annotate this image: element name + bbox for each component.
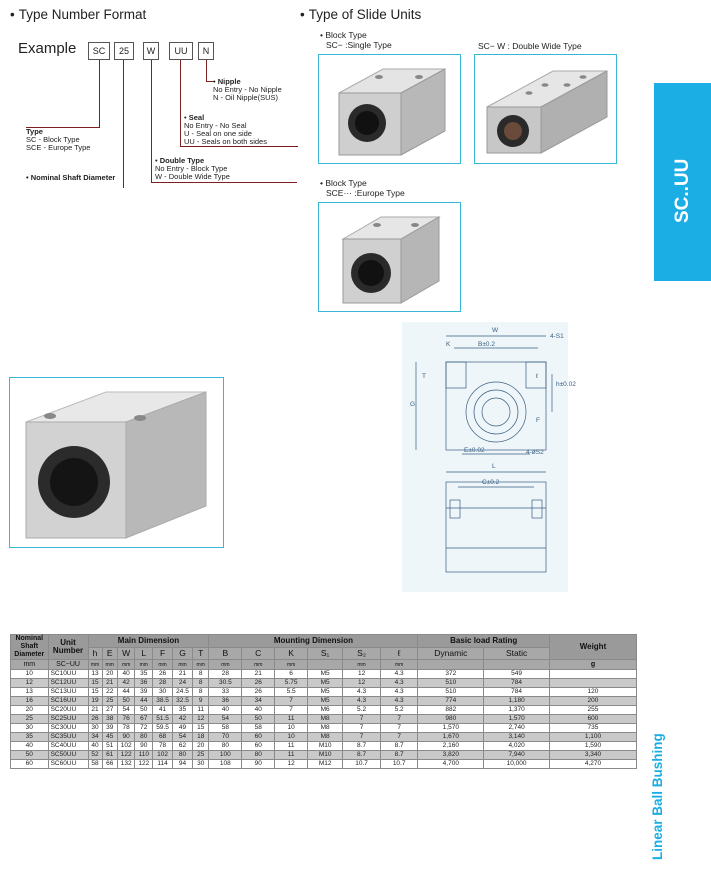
th-C: C xyxy=(242,647,275,660)
table-cell: 8.7 xyxy=(380,742,418,751)
table-cell: M6 xyxy=(308,706,343,715)
dim-S1: 4-S1 xyxy=(550,333,564,340)
unit-G: mm xyxy=(173,660,193,670)
table-cell: 1,100 xyxy=(549,733,636,742)
table-cell: M5 xyxy=(308,670,343,679)
table-cell: 13 xyxy=(11,688,49,697)
table-cell: 78 xyxy=(153,742,173,751)
table-cell: SC50UU xyxy=(48,751,88,760)
table-cell: 54 xyxy=(117,706,135,715)
table-cell: 30 xyxy=(11,724,49,733)
table-row xyxy=(11,688,637,697)
table-cell: 66 xyxy=(102,760,117,769)
table-cell: 5.2 xyxy=(343,706,381,715)
table-cell: 50 xyxy=(11,751,49,760)
table-cell: 20 xyxy=(102,670,117,679)
table-cell: 7 xyxy=(380,733,418,742)
double-type-legend: • Double Type No Entry - Block Type W - Double Wide Type xyxy=(155,156,230,181)
single-block-image xyxy=(318,54,461,164)
table-cell: 102 xyxy=(117,742,135,751)
table-cell: 1,590 xyxy=(549,742,636,751)
table-cell: 4.3 xyxy=(343,688,381,697)
table-cell: 34 xyxy=(88,733,102,742)
table-cell: SC40UU xyxy=(48,742,88,751)
table-cell: SC25UU xyxy=(48,715,88,724)
table-cell: 4.3 xyxy=(380,670,418,679)
table-cell: 372 xyxy=(418,670,484,679)
dim-l: ℓ xyxy=(536,373,539,380)
table-cell: 30 xyxy=(153,688,173,697)
type-number-heading: • Type Number Format xyxy=(10,7,147,22)
table-cell: 58 xyxy=(209,724,242,733)
europe-block-image xyxy=(318,202,461,312)
table-cell: 40 xyxy=(88,742,102,751)
unit-S1 xyxy=(308,660,343,670)
table-cell: 7 xyxy=(275,697,308,706)
table-cell: 12 xyxy=(343,670,381,679)
th-unit-number: Unit Number xyxy=(48,635,88,660)
table-cell: 549 xyxy=(484,670,550,679)
table-cell: 132 xyxy=(117,760,135,769)
table-cell: 8.7 xyxy=(380,751,418,760)
table-cell: 54 xyxy=(209,715,242,724)
table-cell: 11 xyxy=(192,706,208,715)
table-cell: 10 xyxy=(275,724,308,733)
table-cell: 68 xyxy=(153,733,173,742)
th-l: ℓ xyxy=(380,647,418,660)
table-cell: 40 xyxy=(117,670,135,679)
dim-G: G xyxy=(410,401,416,408)
table-cell: 80 xyxy=(242,751,275,760)
table-cell: 1,570 xyxy=(418,724,484,733)
table-cell: 38.5 xyxy=(153,697,173,706)
table-row xyxy=(11,715,637,724)
table-cell: 30.5 xyxy=(209,679,242,688)
table-cell: 15 xyxy=(88,679,102,688)
table-cell: 980 xyxy=(418,715,484,724)
table-cell: 21 xyxy=(242,670,275,679)
table-row xyxy=(11,706,637,715)
th-main-dimension: Main Dimension xyxy=(88,635,209,648)
table-cell: 25 xyxy=(192,751,208,760)
unit-L: mm xyxy=(135,660,153,670)
table-cell: 78 xyxy=(117,724,135,733)
slide-units-heading: • Type of Slide Units xyxy=(300,7,422,22)
table-cell: 21 xyxy=(173,670,193,679)
table-cell: 10 xyxy=(275,733,308,742)
th-weight: Weight xyxy=(549,635,636,660)
table-cell: SC20UU xyxy=(48,706,88,715)
code-box-wide: W xyxy=(143,42,159,60)
table-cell: 90 xyxy=(242,760,275,769)
table-cell: 12 xyxy=(275,760,308,769)
th-g: g xyxy=(549,660,636,670)
unit-E: mm xyxy=(102,660,117,670)
table-cell: 200 xyxy=(549,697,636,706)
double-connector-h xyxy=(151,182,297,183)
table-cell: 20 xyxy=(192,742,208,751)
table-cell: 26 xyxy=(242,688,275,697)
table-cell: 4.3 xyxy=(380,679,418,688)
table-cell: M10 xyxy=(308,751,343,760)
table-cell: 24 xyxy=(173,679,193,688)
table-row xyxy=(11,697,637,706)
table-cell: 49 xyxy=(173,724,193,733)
example-label: Example xyxy=(18,40,77,57)
table-cell: 102 xyxy=(153,751,173,760)
table-cell: 882 xyxy=(418,706,484,715)
dim-S2: 4-øS2 xyxy=(526,449,544,456)
table-cell: 67 xyxy=(135,715,153,724)
table-cell: 4.3 xyxy=(343,697,381,706)
table-cell: 3,340 xyxy=(549,751,636,760)
th-static: Static xyxy=(484,647,550,660)
table-cell: 62 xyxy=(173,742,193,751)
table-cell: 11 xyxy=(275,751,308,760)
unit-dynamic xyxy=(418,660,484,670)
dim-h: h±0.02 xyxy=(556,381,576,388)
th-K: K xyxy=(275,647,308,660)
table-cell: 35 xyxy=(173,706,193,715)
table-cell: SC10UU xyxy=(48,670,88,679)
table-cell: 12 xyxy=(11,679,49,688)
table-cell: 40 xyxy=(11,742,49,751)
th-B: B xyxy=(209,647,242,660)
table-cell: 58 xyxy=(88,760,102,769)
table-cell: 36 xyxy=(135,679,153,688)
table-cell: 5.75 xyxy=(275,679,308,688)
table-cell: 54 xyxy=(173,733,193,742)
block-type-2-label: • Block Type SCE··· :Europe Type xyxy=(320,178,405,198)
type-legend: Type SC - Block Type SCE - Europe Type xyxy=(26,127,91,152)
table-cell: 80 xyxy=(209,742,242,751)
side-tab-text: SC..UU xyxy=(672,158,693,223)
table-cell: 10,000 xyxy=(484,760,550,769)
th-nominal: Nominal Shaft Diameter xyxy=(11,635,49,660)
table-cell: 12 xyxy=(343,679,381,688)
table-cell: 21 xyxy=(102,679,117,688)
table-cell: 13 xyxy=(88,670,102,679)
table-cell: 122 xyxy=(117,751,135,760)
table-cell: 94 xyxy=(173,760,193,769)
code-box-nipple: N xyxy=(198,42,214,60)
table-cell: 58 xyxy=(242,724,275,733)
th-dynamic: Dynamic xyxy=(418,647,484,660)
table-cell: SC16UU xyxy=(48,697,88,706)
dim-C: C±0.2 xyxy=(482,479,500,486)
table-cell: 15 xyxy=(88,688,102,697)
table-cell: 20 xyxy=(11,706,49,715)
table-cell: 36 xyxy=(209,697,242,706)
table-cell: 122 xyxy=(135,760,153,769)
technical-drawing xyxy=(402,322,576,592)
unit-W: mm xyxy=(117,660,135,670)
table-cell: SC35UU xyxy=(48,733,88,742)
th-W: W xyxy=(117,647,135,660)
table-cell: 1,370 xyxy=(484,706,550,715)
table-cell: 35 xyxy=(135,670,153,679)
table-cell: 70 xyxy=(209,733,242,742)
table-cell: 255 xyxy=(549,706,636,715)
table-cell: 510 xyxy=(418,679,484,688)
table-cell: 41 xyxy=(153,706,173,715)
table-cell: 10 xyxy=(11,670,49,679)
table-cell: 44 xyxy=(117,688,135,697)
table-row xyxy=(11,751,637,760)
th-G: G xyxy=(173,647,193,660)
table-cell: 4,270 xyxy=(549,760,636,769)
table-cell: 11 xyxy=(275,715,308,724)
table-cell: 38 xyxy=(102,715,117,724)
th-S1: S₁ xyxy=(308,647,343,660)
table-cell: M5 xyxy=(308,688,343,697)
th-L: L xyxy=(135,647,153,660)
table-cell: 7 xyxy=(380,715,418,724)
table-cell xyxy=(549,670,636,679)
table-row xyxy=(11,742,637,751)
table-cell: 39 xyxy=(135,688,153,697)
table-cell: SC12UU xyxy=(48,679,88,688)
table-cell: 18 xyxy=(192,733,208,742)
dim-L: L xyxy=(492,463,496,470)
table-cell: 11 xyxy=(275,742,308,751)
unit-K: mm xyxy=(275,660,308,670)
th-S2: S₂ xyxy=(343,647,381,660)
table-cell: 3,140 xyxy=(484,733,550,742)
table-cell: 28 xyxy=(209,670,242,679)
table-cell: 25 xyxy=(102,697,117,706)
table-cell: 45 xyxy=(102,733,117,742)
th-F: F xyxy=(153,647,173,660)
code-box-type: SC xyxy=(88,42,110,60)
table-cell: M10 xyxy=(308,742,343,751)
table-cell: 51.5 xyxy=(153,715,173,724)
large-block-image xyxy=(9,377,224,548)
th-T: T xyxy=(192,647,208,660)
table-cell: 80 xyxy=(173,751,193,760)
table-cell: 10.7 xyxy=(380,760,418,769)
table-cell: 7 xyxy=(380,724,418,733)
table-cell: 60 xyxy=(242,733,275,742)
table-cell: 7 xyxy=(343,724,381,733)
dim-B: B±0.2 xyxy=(478,341,495,348)
table-cell: 60 xyxy=(11,760,49,769)
table-cell: 39 xyxy=(102,724,117,733)
table-cell: 27 xyxy=(102,706,117,715)
table-cell: M8 xyxy=(308,733,343,742)
table-cell: 24.5 xyxy=(173,688,193,697)
spec-table xyxy=(10,634,637,769)
table-cell: 784 xyxy=(484,688,550,697)
table-cell: 2,740 xyxy=(484,724,550,733)
table-cell: 40 xyxy=(242,706,275,715)
table-cell: 1,670 xyxy=(418,733,484,742)
th-h: h xyxy=(88,647,102,660)
table-cell: 50 xyxy=(242,715,275,724)
table-cell: 30 xyxy=(88,724,102,733)
table-cell: M12 xyxy=(308,760,343,769)
th-mm: mm xyxy=(11,660,49,670)
table-cell: SC13UU xyxy=(48,688,88,697)
shaft-connector xyxy=(123,60,124,188)
table-cell: 8.7 xyxy=(343,751,381,760)
table-cell: SC60UU xyxy=(48,760,88,769)
spec-table-body xyxy=(11,670,637,769)
table-cell: 8 xyxy=(192,688,208,697)
table-cell: 15 xyxy=(192,724,208,733)
side-footer xyxy=(650,733,670,880)
table-cell: 26 xyxy=(153,670,173,679)
table-row xyxy=(11,724,637,733)
dim-T: T xyxy=(422,373,426,380)
table-cell: 774 xyxy=(418,697,484,706)
table-cell: 6 xyxy=(275,670,308,679)
table-cell: 30 xyxy=(192,760,208,769)
table-cell: 8 xyxy=(192,679,208,688)
table-cell: 4.3 xyxy=(380,697,418,706)
th-E: E xyxy=(102,647,117,660)
table-cell: 4,020 xyxy=(484,742,550,751)
table-cell: 50 xyxy=(117,697,135,706)
table-cell: 33 xyxy=(209,688,242,697)
table-cell: 1,570 xyxy=(484,715,550,724)
table-cell: 72 xyxy=(135,724,153,733)
nipple-legend: • Nipple No Entry - No Nipple N - Oil Nipple(SUS) xyxy=(213,77,282,102)
code-box-seal: UU xyxy=(169,42,193,60)
unit-static xyxy=(484,660,550,670)
table-cell: 108 xyxy=(209,760,242,769)
table-cell: 25 xyxy=(11,715,49,724)
table-cell: 1,180 xyxy=(484,697,550,706)
table-cell: 42 xyxy=(117,679,135,688)
table-cell: 26 xyxy=(242,679,275,688)
table-cell: 26 xyxy=(88,715,102,724)
table-cell: 22 xyxy=(102,688,117,697)
table-row xyxy=(11,760,637,769)
table-cell: 5.2 xyxy=(380,706,418,715)
seal-connector xyxy=(180,60,181,146)
table-cell: 9 xyxy=(192,697,208,706)
dim-W: W xyxy=(492,327,499,334)
table-row xyxy=(11,679,637,688)
table-cell: 76 xyxy=(117,715,135,724)
table-cell: M8 xyxy=(308,715,343,724)
table-cell: 7 xyxy=(343,715,381,724)
dim-K: K xyxy=(446,341,451,348)
unit-F: mm xyxy=(153,660,173,670)
table-cell: 80 xyxy=(135,733,153,742)
table-cell: SC30UU xyxy=(48,724,88,733)
unit-T: mm xyxy=(192,660,208,670)
th-basic-load: Basic load Rating xyxy=(418,635,550,648)
table-cell: 3,820 xyxy=(418,751,484,760)
table-cell: 21 xyxy=(88,706,102,715)
table-cell: 735 xyxy=(549,724,636,733)
table-cell: 7,940 xyxy=(484,751,550,760)
side-footer-text: Linear Ball Bushing xyxy=(650,733,665,860)
table-cell: 90 xyxy=(117,733,135,742)
table-cell: 19 xyxy=(88,697,102,706)
table-cell: M5 xyxy=(308,679,343,688)
table-cell: M5 xyxy=(308,697,343,706)
code-box-diameter: 25 xyxy=(114,42,134,60)
table-cell: 60 xyxy=(242,742,275,751)
th-mounting-dimension: Mounting Dimension xyxy=(209,635,418,648)
table-row xyxy=(11,733,637,742)
table-cell: 120 xyxy=(549,688,636,697)
unit-h: mm xyxy=(88,660,102,670)
table-cell: 50 xyxy=(135,706,153,715)
unit-S2: mm xyxy=(343,660,381,670)
nipple-connector xyxy=(206,60,207,82)
block-type-1-label: • Block Type SC− :Single Type xyxy=(320,30,392,50)
table-cell: 4.3 xyxy=(380,688,418,697)
table-cell: 784 xyxy=(484,679,550,688)
table-cell: 7 xyxy=(275,706,308,715)
table-cell: 35 xyxy=(11,733,49,742)
double-connector xyxy=(151,60,152,183)
table-cell: 61 xyxy=(102,751,117,760)
table-cell: 28 xyxy=(153,679,173,688)
table-cell xyxy=(549,679,636,688)
table-cell: M8 xyxy=(308,724,343,733)
unit-C: mm xyxy=(242,660,275,670)
table-cell: 8.7 xyxy=(343,742,381,751)
table-cell: 34 xyxy=(242,697,275,706)
table-cell: 100 xyxy=(209,751,242,760)
double-wide-label: SC− W : Double Wide Type xyxy=(478,41,582,51)
table-cell: 42 xyxy=(173,715,193,724)
th-series: SC−UU xyxy=(48,660,88,670)
shaft-legend: • Nominal Shaft Diameter xyxy=(26,173,116,182)
table-cell: 510 xyxy=(418,688,484,697)
table-cell: 5.5 xyxy=(275,688,308,697)
table-cell: 32.5 xyxy=(173,697,193,706)
double-wide-block-image xyxy=(474,54,617,164)
table-cell: 12 xyxy=(192,715,208,724)
table-cell: 7 xyxy=(343,733,381,742)
table-cell: 2,160 xyxy=(418,742,484,751)
table-cell: 110 xyxy=(135,751,153,760)
table-cell: 16 xyxy=(11,697,49,706)
dim-E: E±0.02 xyxy=(464,447,485,454)
seal-connector-h xyxy=(180,146,298,147)
table-cell: 600 xyxy=(549,715,636,724)
side-tab xyxy=(654,83,711,281)
table-cell: 90 xyxy=(135,742,153,751)
table-cell: 114 xyxy=(153,760,173,769)
dim-F: F xyxy=(536,417,540,424)
seal-legend: • Seal No Entry - No Seal U - Seal on one side UU - Seals on both sides xyxy=(184,113,267,146)
table-cell: 44 xyxy=(135,697,153,706)
type-connector xyxy=(99,60,100,128)
table-row xyxy=(11,670,637,679)
table-cell: 4,700 xyxy=(418,760,484,769)
table-cell: 40 xyxy=(209,706,242,715)
unit-B: mm xyxy=(209,660,242,670)
table-cell: 8 xyxy=(192,670,208,679)
unit-l: mm xyxy=(380,660,418,670)
table-cell: 59.5 xyxy=(153,724,173,733)
table-cell: 51 xyxy=(102,742,117,751)
table-cell: 52 xyxy=(88,751,102,760)
table-cell: 10.7 xyxy=(343,760,381,769)
